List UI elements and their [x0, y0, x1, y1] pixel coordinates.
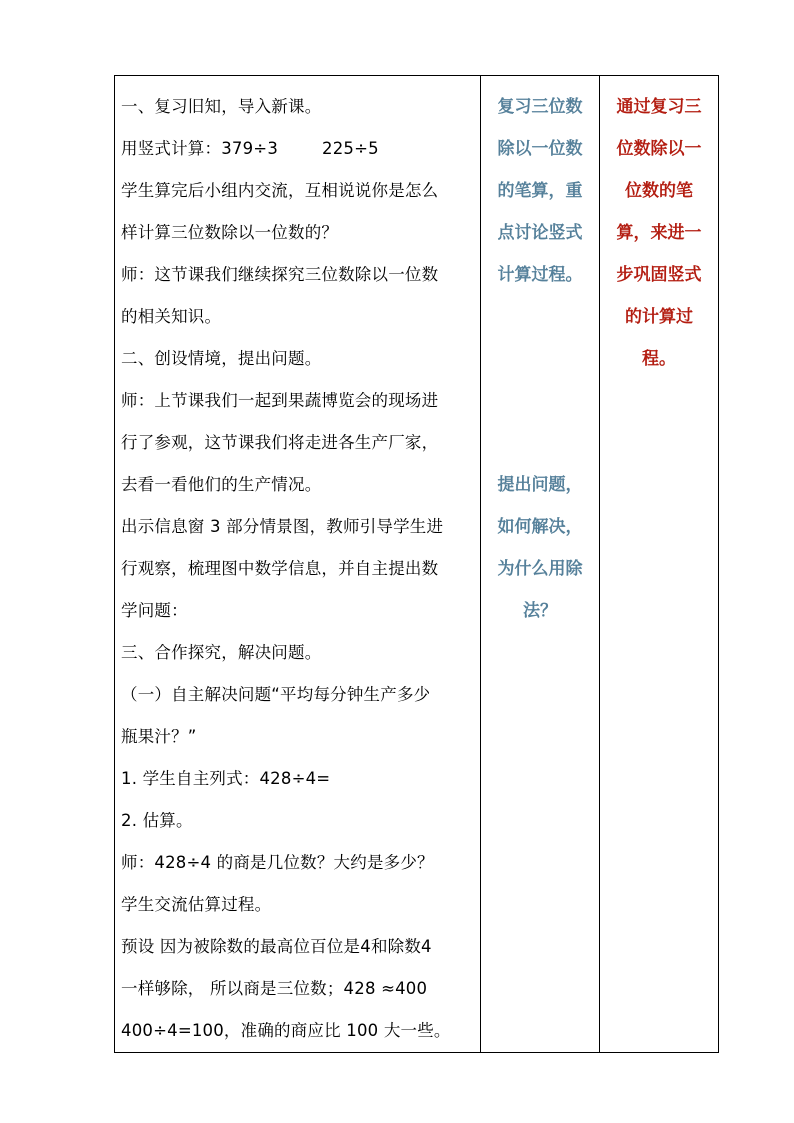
spacer [485, 296, 595, 464]
vertical-calc-line [121, 128, 476, 170]
design-intent-column [481, 76, 599, 632]
text-line: 师：428÷4 的商是几位数？大约是多少？ [121, 853, 434, 872]
text-line: 学生算完后小组内交流，互相说说你是怎么 [121, 181, 439, 200]
text-line: 学问题： [121, 601, 188, 620]
intent-line: 点讨论竖式 [497, 223, 583, 243]
text-line: 预设 因为被除数的最高位百位是4和除数4 [121, 937, 432, 956]
text-line: 去看一看他们的生产情况。 [121, 475, 322, 494]
intent-line: 为什么用除 [497, 559, 583, 579]
text-line: （一）自主解决问题“平均每分钟生产多少 [121, 685, 431, 704]
text-line: 1. 学生自主列式：428÷4= [121, 769, 331, 788]
teaching-process-column [115, 76, 480, 1052]
calc-expression-1: 用竖式计算：379÷3 [121, 139, 279, 158]
intent-line: 的笔算，重 [497, 181, 583, 201]
intent-line: 除以一位数 [497, 139, 583, 159]
table-row [115, 76, 719, 1053]
intent-line: 法？ [523, 601, 557, 621]
design-intent-cell [481, 76, 600, 1053]
section-heading-explore: 三、合作探究，解决问题。 [121, 643, 322, 662]
purpose-line: 步巩固竖式 [616, 265, 702, 285]
purpose-line: 程。 [642, 349, 676, 369]
purpose-line: 算，来进一 [616, 223, 702, 243]
intent-line: 计算过程。 [497, 265, 583, 285]
text-line: 瓶果汁？” [121, 727, 197, 746]
teaching-process-cell [115, 76, 481, 1053]
text-line: 2. 估算。 [121, 811, 193, 830]
text-line: 师：这节课我们继续探究三位数除以一位数 [121, 265, 439, 284]
text-line: 师：上节课我们一起到果蔬博览会的现场进 [121, 391, 439, 410]
section-heading-scenario: 二、创设情境，提出问题。 [121, 349, 322, 368]
intent-line: 复习三位数 [497, 97, 583, 117]
lesson-plan-table [114, 75, 719, 1053]
text-line: 一样够除， 所以商是三位数；428 ≈400 [121, 979, 428, 998]
intent-line: 如何解决， [497, 517, 583, 537]
calc-expression-2: 225÷5 [322, 139, 379, 158]
text-line: 学生交流估算过程。 [121, 895, 272, 914]
purpose-cell [600, 76, 719, 1053]
purpose-line: 位数除以一 [616, 139, 702, 159]
text-line: 行观察，梳理图中数学信息，并自主提出数 [121, 559, 439, 578]
section-heading-review: 一、复习旧知，导入新课。 [121, 97, 322, 116]
purpose-line: 通过复习三 [616, 97, 702, 117]
intent-line: 提出问题， [497, 475, 583, 495]
text-line: 样计算三位数除以一位数的？ [121, 223, 339, 242]
purpose-column [600, 76, 718, 380]
text-line: 的相关知识。 [121, 307, 222, 326]
purpose-line: 的计算过 [625, 307, 693, 327]
text-line: 400÷4=100，准确的商应比 100 大一些。 [121, 1021, 451, 1040]
text-line: 出示信息窗 3 部分情景图，教师引导学生进 [121, 517, 444, 536]
purpose-line: 位数的笔 [625, 181, 693, 201]
text-line: 行了参观，这节课我们将走进各生产厂家， [121, 433, 439, 452]
